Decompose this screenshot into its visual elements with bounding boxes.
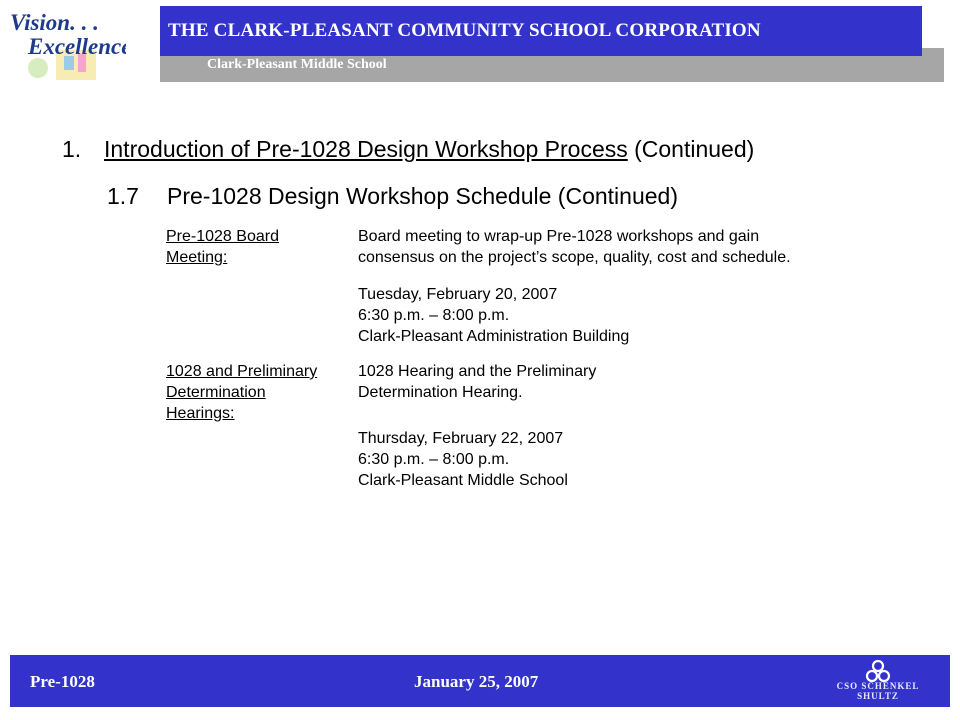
entry-description <box>358 361 898 403</box>
section-heading <box>62 136 754 163</box>
svg-text:Excellence: Excellence <box>28 34 126 59</box>
school-name: Clark-Pleasant Middle School <box>207 57 387 72</box>
entry-label <box>166 361 351 424</box>
section-suffix: (Continued) <box>627 136 755 162</box>
corporation-title: THE CLARK-PLEASANT COMMUNITY SCHOOL CORPORATION <box>168 20 761 41</box>
entry-location: Clark-Pleasant Administration Building <box>358 328 630 345</box>
subsection-heading <box>107 183 678 210</box>
entry-details <box>358 428 898 491</box>
entry-time: 6:30 p.m. – 8:00 p.m. <box>358 451 510 468</box>
label-line: Determination <box>166 384 266 401</box>
entry-time: 6:30 p.m. – 8:00 p.m. <box>358 307 510 324</box>
entry-description <box>358 226 898 268</box>
section-title: Introduction of Pre-1028 Design Workshop Process <box>104 136 628 162</box>
label-line: Meeting: <box>166 249 228 266</box>
entry-date: Tuesday, February 20, 2007 <box>358 286 558 303</box>
footer-doc-label: Pre-1028 <box>30 672 95 691</box>
description-line: consensus on the project’s scope, quality, cost and schedule. <box>358 249 791 266</box>
description-line: Determination Hearing. <box>358 384 523 401</box>
svg-text:Vision. . .: Vision. . . <box>10 10 99 35</box>
section-number: 1. <box>62 136 82 162</box>
description-line: Board meeting to wrap-up Pre-1028 workshops and gain <box>358 228 760 245</box>
firm-logo <box>818 659 938 703</box>
label-line: Pre-1028 Board <box>166 228 279 245</box>
footer-date: January 25, 2007 <box>414 672 539 691</box>
subsection-number: 1.7 <box>107 183 139 209</box>
entry-location: Clark-Pleasant Middle School <box>358 472 568 489</box>
entry-date: Thursday, February 22, 2007 <box>358 430 564 447</box>
vision-excellence-logo <box>8 6 126 90</box>
footer-bar <box>10 655 950 707</box>
entry-details <box>358 284 898 347</box>
description-line: 1028 Hearing and the Preliminary <box>358 363 597 380</box>
firm-name: CSO SCHENKEL SHULTZ <box>836 681 920 701</box>
label-line: 1028 and Preliminary <box>166 363 318 380</box>
entry-label <box>166 226 351 268</box>
label-line: Hearings: <box>166 405 235 422</box>
subsection-title: Pre-1028 Design Workshop Schedule (Continued) <box>167 183 678 209</box>
corporation-title-bar <box>160 6 922 56</box>
